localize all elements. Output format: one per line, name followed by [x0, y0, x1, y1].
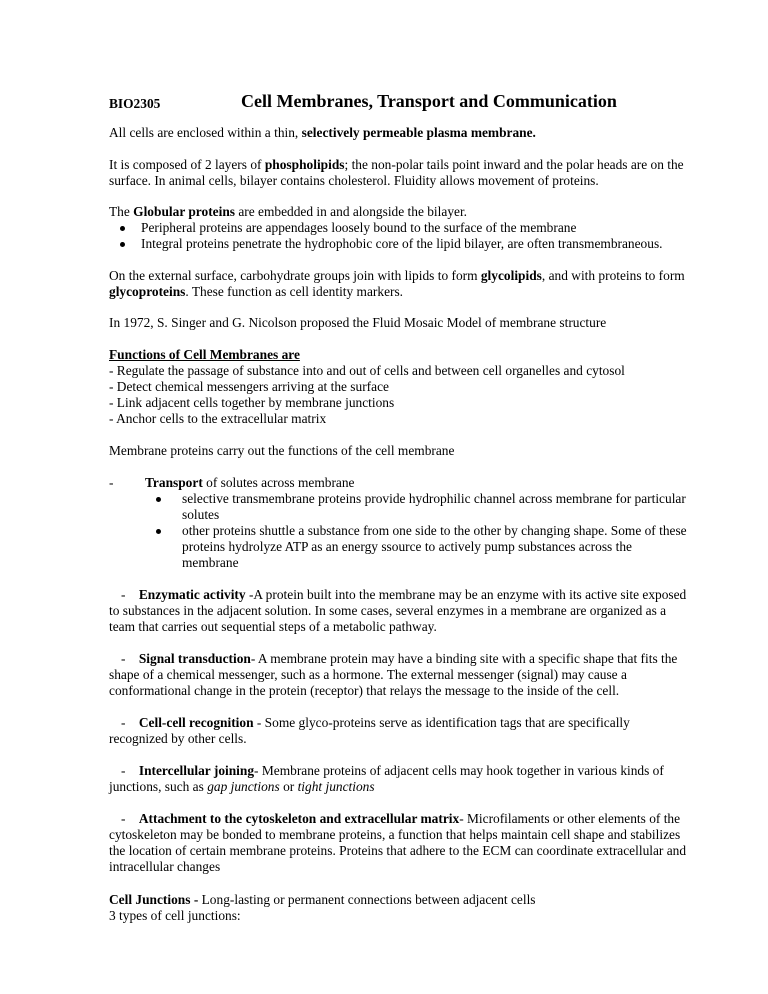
membrane-proteins-lead: Membrane proteins carry out the functions of the cell membrane	[109, 443, 455, 458]
function-item: - Anchor cells to the extracellular matrix	[109, 411, 327, 426]
carbohydrates-paragraph: On the external surface, carbohydrate groups join with lipids to form glycolipids, and with proteins to form glycoproteins. These function as cell identity markers.	[109, 268, 685, 299]
cell-junctions-definition: Cell Junctions - Long-lasting or permanent connections between adjacent cells	[109, 892, 536, 907]
functions-heading: Functions of Cell Membranes are	[109, 347, 300, 362]
transport-bullets	[145, 491, 687, 571]
cell-recognition-paragraph: - Cell-cell recognition - Some glyco-proteins serve as identification tags that are specifically recognized by other cells.	[109, 715, 630, 746]
intro-paragraph-2: It is composed of 2 layers of phospholipids; the non-polar tails point inward and the polar heads are on the surface. In animal cells, bilayer contains cholesterol. Fluidity allows movement of proteins.	[109, 157, 684, 188]
bullet-integral-proteins: Integral proteins penetrate the hydrophobic core of the lipid bilayer, are often transmembraneous.	[109, 236, 687, 252]
bullet-channel-proteins: selective transmembrane proteins provide hydrophilic channel across membrane for particular solutes	[145, 491, 687, 523]
transport-heading: Transport of solutes across membrane	[145, 475, 355, 490]
signal-transduction-paragraph: - Signal transduction- A membrane protein may have a binding site with a specific shape that fits the shape of a chemical messenger, such as a hormone. The external messenger (signal) may cause a conformational change in the protein (receptor) that relays the message to the inside of the cell.	[109, 651, 678, 698]
functions-section	[109, 347, 687, 427]
document-title: Cell Membranes, Transport and Communication	[241, 91, 617, 111]
course-code: BIO2305	[109, 96, 161, 111]
globular-proteins-section	[109, 204, 687, 252]
intercellular-joining-paragraph: - Intercellular joining- Membrane proteins of adjacent cells may hook together in various kinds of junctions, such as gap junctions or tight junctions	[109, 763, 664, 794]
cell-junctions-section	[109, 892, 687, 924]
fluid-mosaic-paragraph: In 1972, S. Singer and G. Nicolson proposed the Fluid Mosaic Model of membrane structure	[109, 315, 607, 330]
transport-dash: -	[109, 475, 114, 490]
bullet-shuttle-proteins: other proteins shuttle a substance from one side to the other by changing shape. Some of these proteins hydrolyze ATP as an energy ssource to actively pump substances across the membrane	[145, 523, 687, 571]
cell-junctions-types: 3 types of cell junctions:	[109, 908, 241, 923]
enzymatic-activity-paragraph: - Enzymatic activity -A protein built into the membrane may be an enzyme with its active site exposed to substances in the adjacent solution. In some cases, several enzymes in a membrane are organized as a team that carries out sequential steps of a metabolic pathway.	[109, 587, 687, 634]
function-item: - Detect chemical messengers arriving at the surface	[109, 379, 389, 394]
function-item: - Regulate the passage of substance into and out of cells and between cell organelles and cytosol	[109, 363, 625, 378]
intro-paragraph-1: All cells are enclosed within a thin, selectively permeable plasma membrane.	[109, 125, 536, 140]
globular-proteins-lead: The Globular proteins are embedded in and alongside the bilayer.	[109, 204, 468, 219]
attachment-paragraph: - Attachment to the cytoskeleton and extracellular matrix- Microfilaments or other elements of the cytoskeleton may be bonded to membrane proteins, a function that helps maintain cell shape and stabilizes the location of certain membrane proteins. Proteins that adhere to the ECM can coordinate extracellular and intracellular changes	[109, 811, 687, 874]
bullet-peripheral-proteins: Peripheral proteins are appendages loosely bound to the surface of the membrane	[109, 220, 687, 236]
function-item: - Link adjacent cells together by membrane junctions	[109, 395, 395, 410]
